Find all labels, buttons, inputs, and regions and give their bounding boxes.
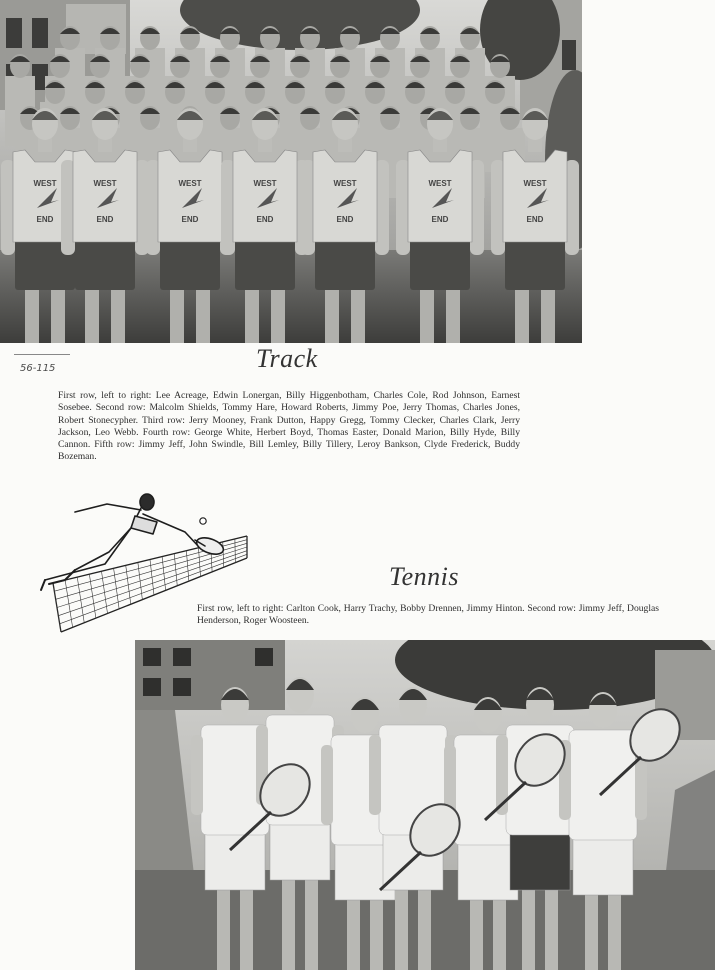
- jersey-text-bottom: END: [526, 215, 544, 224]
- tennis-heading: Tennis: [389, 562, 459, 591]
- tennis-caption: First row, left to right: Carlton Cook, Harry Trachy, Bobby Drennen, Jimmy Hinton. Second row: Jimmy Jeff, Douglas Henderson, Roger Woosteen.: [197, 603, 659, 627]
- jersey-text-bottom: END: [96, 215, 114, 224]
- jersey-text-top: WEST: [93, 179, 117, 188]
- jersey-text-top: WEST: [253, 179, 277, 188]
- jersey-text-bottom: END: [336, 215, 354, 224]
- jersey-text-top: WEST: [523, 179, 547, 188]
- jersey-text-top: WEST: [428, 179, 452, 188]
- tennis-team-photo: [135, 640, 715, 970]
- jersey-text-top: WEST: [178, 179, 202, 188]
- jersey-text-bottom: END: [431, 215, 449, 224]
- track-team-photo: [0, 0, 582, 343]
- page-number-note: 56-115: [20, 363, 56, 374]
- jersey-text-bottom: END: [256, 215, 274, 224]
- track-heading: Track: [256, 344, 318, 373]
- handwritten-underline: [14, 354, 70, 355]
- track-caption: First row, left to right: Lee Acreage, Edwin Lonergan, Billy Higgenbotham, Charles Cole, Rod Johnson, Earnest Sosebee. Second row: Malcolm Shields, Tommy Hare, Howard Roberts, Jimmy Poe, Jerry Thomas, Charles Jones, Robert Stonecypher. Third row: Jerry Mooney, Frank Dutton, Happy Gregg, Tommy Clecker, Charles Clark, Jerry Jackson, Leo Webb. Fourth row: George White, Herbert Boyd, Thomas Easter, Donald Marion, Billy Hyde, Billy Cannon. Fifth row: Jimmy Jeff, John Swindle, Bill Lemley, Billy Tillery, Leroy Bankson, Clyde Frederick, Buddy Bozeman.: [58, 390, 520, 463]
- jersey-text-top: WEST: [333, 179, 357, 188]
- jersey-text-bottom: END: [181, 215, 199, 224]
- jersey-text-bottom: END: [36, 215, 54, 224]
- jersey-text-top: WEST: [33, 179, 57, 188]
